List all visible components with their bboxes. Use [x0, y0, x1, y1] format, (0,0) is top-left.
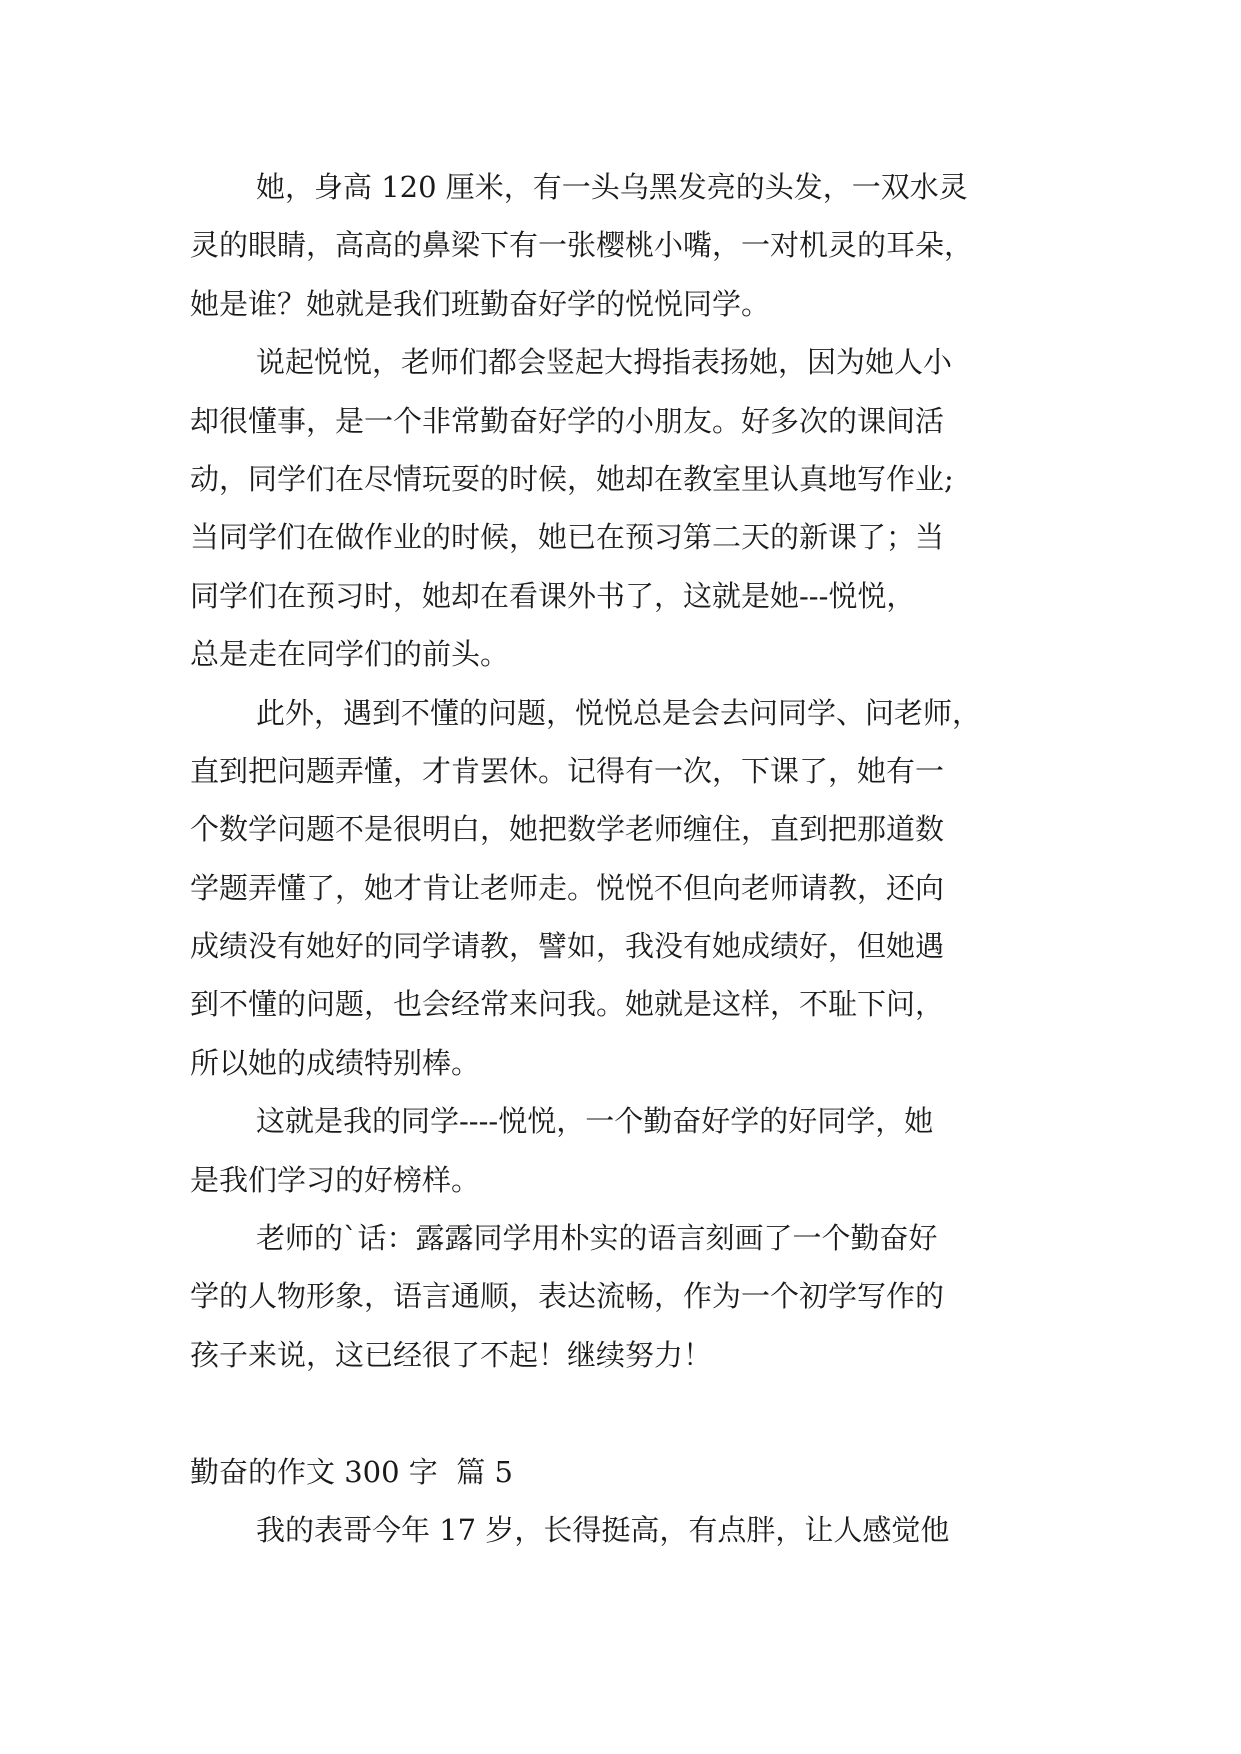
- text-line: 老师的`话：露露同学用朴实的语言刻画了一个勤奋好: [256, 1221, 938, 1256]
- text-line: 当同学们在做作业的时候，她已在预习第二天的新课了；当: [190, 520, 945, 555]
- text-line: 却很懂事，是一个非常勤奋好学的小朋友。好多次的课间活: [190, 403, 945, 438]
- text-line: 成绩没有她好的同学请教，譬如，我没有她成绩好，但她遇: [190, 929, 945, 964]
- heading-line: 勤奋的作文 300 字 篇 5: [190, 1454, 513, 1489]
- text-line: 灵的眼睛，高高的鼻梁下有一张樱桃小嘴，一对机灵的耳朵，: [190, 228, 974, 263]
- text-line: 她，身高 120 厘米，有一头乌黑发亮的头发，一双水灵: [256, 170, 968, 204]
- text-line: 到不懂的问题，也会经常来问我。她就是这样，不耻下问，: [190, 987, 945, 1022]
- text-line: 动，同学们在尽情玩耍的时候，她却在教室里认真地写作业;: [190, 461, 954, 496]
- text-line: 直到把问题弄懂，才肯罢休。记得有一次，下课了，她有一: [190, 753, 945, 788]
- text-line: 同学们在预习时，她却在看课外书了，这就是她---悦悦，: [190, 578, 916, 613]
- text-line: 此外，遇到不懂的问题，悦悦总是会去问同学、问老师，: [256, 695, 982, 730]
- text-line: 说起悦悦，老师们都会竖起大拇指表扬她，因为她人小: [256, 345, 953, 380]
- text-line: 她是谁？她就是我们班勤奋好学的悦悦同学。: [190, 286, 771, 321]
- text-line: 所以她的成绩特别棒。: [190, 1045, 481, 1080]
- text-line: 总是走在同学们的前头。: [190, 637, 510, 672]
- paragraph: [190, 1092, 1070, 1209]
- paragraph: [190, 1501, 1070, 1559]
- teacher-comment: [190, 1209, 1070, 1384]
- text-line: 孩子来说，这已经很了不起！继续努力！: [190, 1337, 713, 1372]
- text-line: 学题弄懂了，她才肯让老师走。悦悦不但向老师请教，还向: [190, 870, 945, 905]
- text-line: 是我们学习的好榜样。: [190, 1162, 481, 1197]
- document-body: [190, 158, 1070, 1559]
- text-line: 这就是我的同学----悦悦，一个勤奋好学的好同学，她: [256, 1104, 934, 1139]
- text-line: 个数学问题不是很明白，她把数学老师缠住，直到把那道数: [190, 812, 945, 847]
- paragraph: [190, 158, 1070, 333]
- section-heading: [190, 1443, 1070, 1501]
- paragraph: [190, 333, 1070, 683]
- section-spacer: [190, 1384, 1070, 1442]
- text-line: 我的表哥今年 17 岁，长得挺高，有点胖，让人感觉他: [256, 1512, 950, 1547]
- text-line: 学的人物形象，语言通顺，表达流畅，作为一个初学写作的: [190, 1279, 945, 1314]
- paragraph: [190, 684, 1070, 1093]
